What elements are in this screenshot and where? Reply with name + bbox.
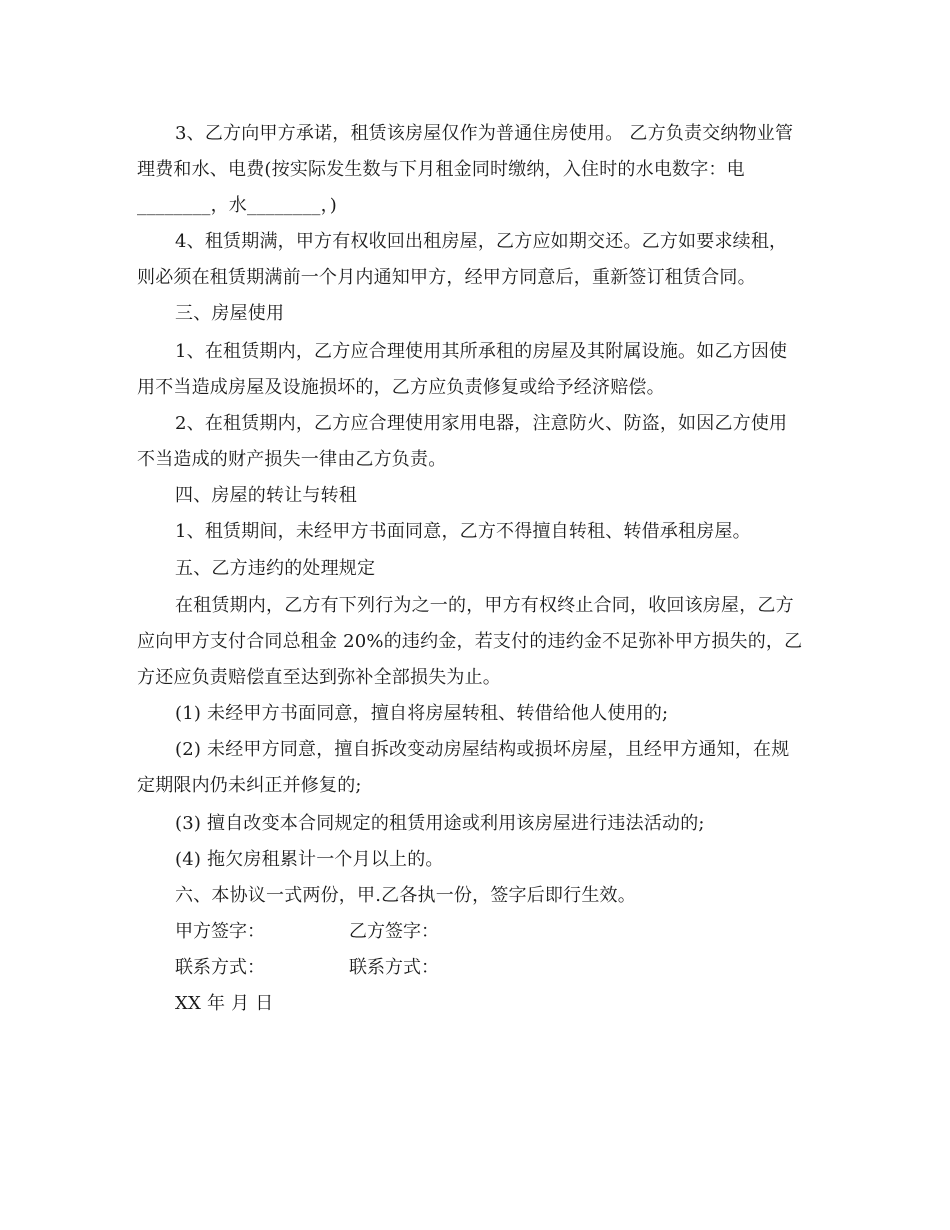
section-4-heading: 四、房屋的转让与转租 bbox=[175, 485, 357, 506]
violation-item-2-line-2: 定期限内仍未纠正并修复的; bbox=[137, 775, 362, 796]
violation-item-3: (3) 擅自改变本合同规定的租赁用途或利用该房屋进行违法活动的; bbox=[175, 813, 705, 834]
violation-item-4: (4) 拖欠房租累计一个月以上的。 bbox=[175, 849, 444, 870]
clause-4-line-2: 则必须在租赁期满前一个月内通知甲方，经甲方同意后，重新签订租赁合同。 bbox=[137, 267, 756, 288]
clause-3-line-3: ________，水________，) bbox=[137, 195, 338, 216]
date-line: XX 年 月 日 bbox=[175, 993, 274, 1014]
contact-row bbox=[175, 956, 675, 980]
section-4-clause-1: 1、租赁期间，未经甲方书面同意，乙方不得擅自转租、转借承租房屋。 bbox=[175, 521, 751, 542]
party-b-contact-label: 联系方式： bbox=[349, 957, 439, 978]
section-3-heading: 三、房屋使用 bbox=[175, 303, 285, 324]
clause-3-line-1: 3、乙方向甲方承诺，租赁该房屋仅作为普通住房使用。 乙方负责交纳物业管 bbox=[175, 123, 794, 144]
violation-item-1: (1) 未经甲方书面同意，擅自将房屋转租、转借给他人使用的; bbox=[175, 703, 669, 724]
party-a-contact-label: 联系方式： bbox=[175, 957, 265, 978]
section-5-heading: 五、乙方违约的处理规定 bbox=[175, 558, 376, 579]
violation-item-2-line-1: (2) 未经甲方同意，擅自拆改变动房屋结构或损坏房屋，且经甲方通知，在规 bbox=[175, 739, 790, 760]
section-3-clause-1-line-1: 1、在租赁期内，乙方应合理使用其所承租的房屋及其附属设施。如乙方因使 bbox=[175, 341, 788, 362]
party-a-signature-label: 甲方签字： bbox=[175, 921, 265, 942]
party-b-signature-label: 乙方签字： bbox=[349, 921, 439, 942]
section-6-clause: 六、本协议一式两份，甲.乙各执一份，签字后即行生效。 bbox=[175, 885, 636, 906]
clause-4-line-1: 4、租赁期满，甲方有权收回出租房屋，乙方应如期交还。乙方如要求续租， bbox=[175, 231, 788, 252]
clause-3-line-2: 理费和水、电费(按实际发生数与下月租金同时缴纳，入住时的水电数字：电 bbox=[137, 159, 745, 180]
signature-row bbox=[175, 920, 675, 944]
section-3-clause-2-line-2: 不当造成的财产损失一律由乙方负责。 bbox=[137, 449, 447, 470]
section-5-intro-line-2: 应向甲方支付合同总租金 20%的违约金，若支付的违约金不足弥补甲方损失的，乙 bbox=[137, 631, 803, 652]
section-5-intro-line-1: 在租赁期内，乙方有下列行为之一的，甲方有权终止合同，收回该房屋，乙方 bbox=[175, 595, 794, 616]
section-3-clause-2-line-1: 2、在租赁期内，乙方应合理使用家用电器，注意防火、防盗，如因乙方使用 bbox=[175, 413, 788, 434]
section-3-clause-1-line-2: 用不当造成房屋及设施损坏的，乙方应负责修复或给予经济赔偿。 bbox=[137, 377, 665, 398]
section-5-intro-line-3: 方还应负责赔偿直至达到弥补全部损失为止。 bbox=[137, 667, 501, 688]
